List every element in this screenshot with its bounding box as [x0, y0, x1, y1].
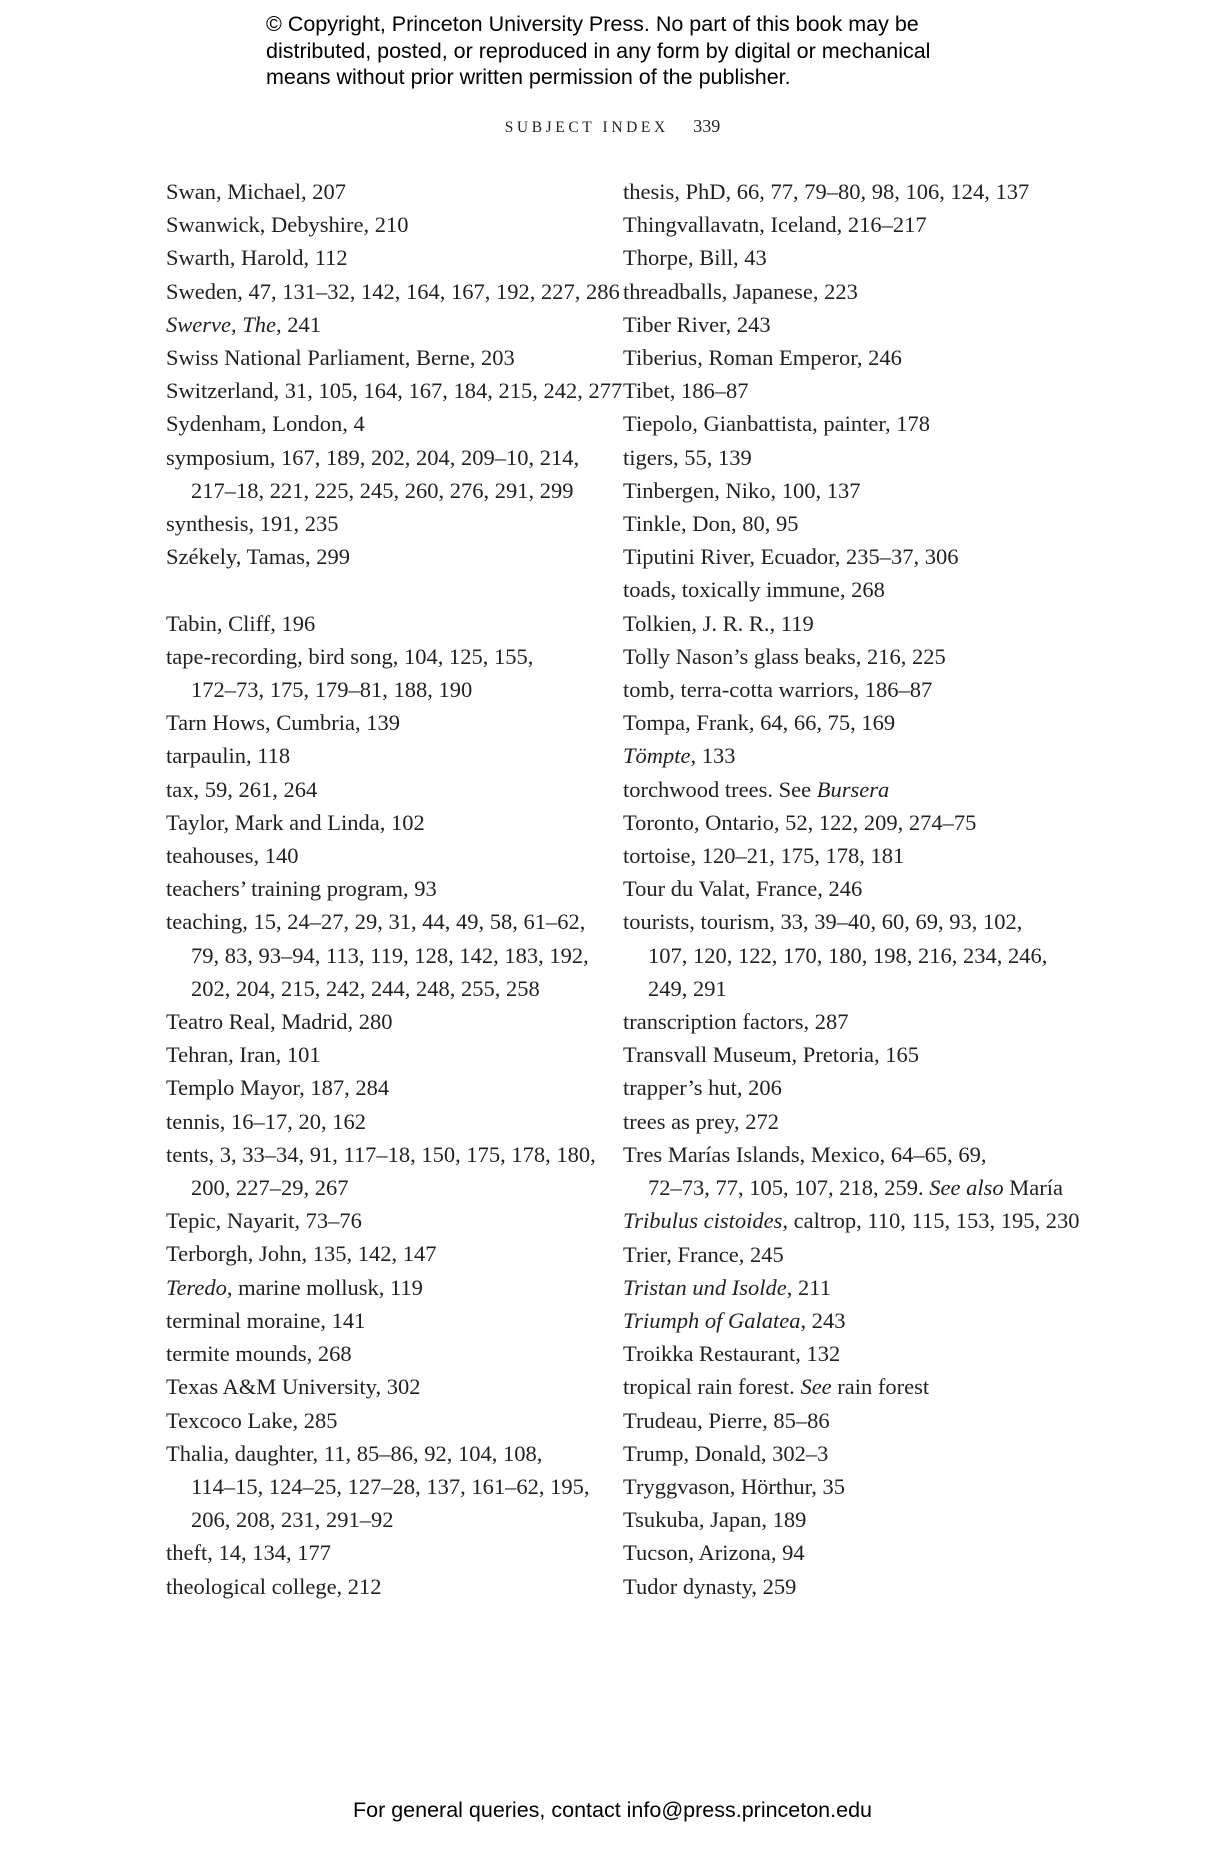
entry-italic-text: Tömpte	[623, 743, 691, 769]
index-entry-continuation: 107, 120, 122, 170, 180, 198, 216, 234, 246,	[648, 942, 1048, 968]
entry-text: , marine mollusk, 119	[226, 1274, 423, 1300]
index-entry: Trier, France, 245	[623, 1241, 784, 1267]
copyright-line: means without prior written permission of the publisher.	[266, 65, 791, 89]
index-entry: Tinkle, Don, 80, 95	[623, 511, 799, 537]
index-entry: Tarn Hows, Cumbria, 139	[166, 710, 401, 736]
entry-text: rain forest	[831, 1374, 930, 1400]
index-entry: Tolkien, J. R. R., 119	[623, 610, 814, 636]
index-entry: Tour du Valat, France, 246	[623, 876, 863, 902]
index-entry: synthesis, 191, 235	[166, 511, 339, 537]
index-entry: Texcoco Lake, 285	[166, 1407, 338, 1433]
index-entry: tomb, terra-cotta warriors, 186–87	[623, 677, 933, 703]
entry-text: torchwood trees. See	[623, 776, 817, 802]
index-entry: Székely, Tamas, 299	[166, 544, 351, 570]
index-entry: tents, 3, 33–34, 91, 117–18, 150, 175, 178, 180,	[166, 1141, 596, 1167]
index-entry: Templo Mayor, 187, 284	[166, 1075, 390, 1101]
index-entry: teachers’ training program, 93	[166, 876, 437, 902]
index-entry: teaching, 15, 24–27, 29, 31, 44, 49, 58, 61–62,	[166, 909, 586, 935]
copyright-line: distributed, posted, or reproduced in any form by digital or mechanical	[266, 38, 931, 63]
index-entry: Sweden, 47, 131–32, 142, 164, 167, 192, 227, 286	[166, 278, 620, 304]
footer-contact: For general queries, contact info@press.princeton.edu	[352, 1798, 872, 1822]
entry-text: , 243	[800, 1307, 846, 1333]
letter-group-spacer	[166, 573, 586, 606]
index-entry: Thorpe, Bill, 43	[623, 245, 767, 271]
index-entry-continuation: 172–73, 175, 179–81, 188, 190	[191, 677, 473, 703]
index-entry: Tsukuba, Japan, 189	[623, 1507, 807, 1533]
index-entry: terminal moraine, 141	[166, 1307, 366, 1333]
page-number: 339	[693, 116, 721, 136]
running-head	[0, 116, 1225, 137]
index-entry-continuation: 114–15, 124–25, 127–28, 137, 161–62, 195,	[191, 1473, 590, 1499]
entry-italic-text: See	[800, 1374, 832, 1400]
index-entry-continuation	[623, 1171, 1063, 1204]
index-entry: Tucson, Arizona, 94	[623, 1540, 805, 1566]
index-entry: Transvall Museum, Pretoria, 165	[623, 1042, 920, 1068]
entry-text: , 133	[690, 743, 736, 769]
index-entry: Tompa, Frank, 64, 66, 75, 169	[623, 710, 896, 736]
index-entry: trees as prey, 272	[623, 1108, 779, 1134]
index-entry: Tolly Nason’s glass beaks, 216, 225	[623, 643, 946, 669]
index-entry	[623, 1304, 1053, 1337]
index-entry-continuation: 202, 204, 215, 242, 244, 248, 255, 258	[191, 975, 540, 1001]
entry-italic-text: Triumph of Galatea	[623, 1307, 801, 1333]
index-entry	[623, 1370, 1053, 1403]
index-entry: Trudeau, Pierre, 85–86	[623, 1407, 830, 1433]
index-entry: tax, 59, 261, 264	[166, 776, 318, 802]
entry-text: 72–73, 77, 105, 107, 218, 259.	[648, 1175, 930, 1201]
entry-text: , 241	[275, 311, 321, 337]
index-entry: Tiputini River, Ecuador, 235–37, 306	[623, 544, 959, 570]
running-head-title: SUBJECT INDEX	[504, 119, 669, 136]
index-entry: tennis, 16–17, 20, 162	[166, 1108, 366, 1134]
index-entry: Troikka Restaurant, 132	[623, 1341, 841, 1367]
index-entry: toads, toxically immune, 268	[623, 577, 885, 603]
index-entry: Terborgh, John, 135, 142, 147	[166, 1241, 437, 1267]
index-entry: Tehran, Iran, 101	[166, 1042, 321, 1068]
entry-italic-text: Bursera	[816, 776, 890, 802]
entry-text: María	[1003, 1175, 1063, 1201]
entry-italic-text: Tribulus cistoides	[623, 1208, 783, 1234]
index-entry: Teatro Real, Madrid, 280	[166, 1009, 393, 1035]
entry-text: , caltrop, 110, 115, 153, 195, 230	[782, 1208, 1080, 1234]
index-entry: tortoise, 120–21, 175, 178, 181	[623, 843, 905, 869]
index-entry: Switzerland, 31, 105, 164, 167, 184, 215, 242, 277	[166, 378, 623, 404]
index-entry: theft, 14, 134, 177	[166, 1540, 331, 1566]
index-entry: Thalia, daughter, 11, 85–86, 92, 104, 108,	[166, 1440, 543, 1466]
index-entry: symposium, 167, 189, 202, 204, 209–10, 214,	[166, 444, 580, 470]
index-entry-continuation: 200, 227–29, 267	[191, 1175, 349, 1201]
index-entry-continuation: 217–18, 221, 225, 245, 260, 276, 291, 299	[191, 477, 574, 503]
copyright-notice	[266, 11, 1026, 91]
index-entry: Tibet, 186–87	[623, 378, 749, 404]
index-entry	[623, 1271, 1053, 1304]
index-entry: Trump, Donald, 302–3	[623, 1440, 829, 1466]
index-entry: termite mounds, 268	[166, 1341, 352, 1367]
index-entry	[166, 1271, 586, 1304]
index-entry: Tiberius, Roman Emperor, 246	[623, 345, 902, 371]
index-column-right	[623, 175, 1080, 1603]
index-entry: Tepic, Nayarit, 73–76	[166, 1208, 362, 1234]
index-entry: theological college, 212	[166, 1573, 382, 1599]
index-entry: tarpaulin, 118	[166, 743, 291, 769]
index-entry: Tudor dynasty, 259	[623, 1573, 797, 1599]
index-entry: Thingvallavatn, Iceland, 216–217	[623, 212, 927, 238]
index-entry: Sydenham, London, 4	[166, 411, 365, 437]
index-entry: Swanwick, Debyshire, 210	[166, 212, 409, 238]
index-entry-continuation: 249, 291	[648, 975, 727, 1001]
entry-italic-text: Swerve, The	[166, 311, 276, 337]
index-entry: tigers, 55, 139	[623, 444, 752, 470]
index-entry	[623, 739, 1053, 772]
index-entry: threadballs, Japanese, 223	[623, 278, 858, 304]
entry-text: tropical rain forest.	[623, 1374, 801, 1400]
copyright-line: © Copyright, Princeton University Press. No part of this book may be	[266, 12, 919, 36]
entry-italic-text: Teredo	[166, 1274, 227, 1300]
index-entry	[166, 308, 586, 341]
index-entry: Toronto, Ontario, 52, 122, 209, 274–75	[623, 809, 977, 835]
index-entry: Tiber River, 243	[623, 311, 771, 337]
index-entry: Swarth, Harold, 112	[166, 245, 348, 271]
index-entry-continuation: 206, 208, 231, 291–92	[191, 1507, 394, 1533]
index-entry: teahouses, 140	[166, 843, 299, 869]
entry-text: , 211	[786, 1274, 831, 1300]
index-entry: Tiepolo, Gianbattista, painter, 178	[623, 411, 930, 437]
index-column-left	[166, 175, 623, 1603]
index-entry	[623, 773, 1053, 806]
index-entry: Taylor, Mark and Linda, 102	[166, 809, 425, 835]
index-entry: trapper’s hut, 206	[623, 1075, 782, 1101]
index-entry	[623, 1204, 1080, 1237]
index-entry: tourists, tourism, 33, 39–40, 60, 69, 93, 102,	[623, 909, 1023, 935]
index-entry: transcription factors, 287	[623, 1009, 849, 1035]
index-entry: Texas A&M University, 302	[166, 1374, 421, 1400]
index-entry: Tryggvason, Hörthur, 35	[623, 1473, 846, 1499]
index-entry: Tinbergen, Niko, 100, 137	[623, 477, 861, 503]
index-entry: thesis, PhD, 66, 77, 79–80, 98, 106, 124, 137	[623, 179, 1030, 204]
entry-italic-text: Tristan und Isolde	[623, 1274, 787, 1300]
index-entry: Tabin, Cliff, 196	[166, 610, 316, 636]
index-entry: Swan, Michael, 207	[166, 179, 346, 204]
entry-italic-text: See also	[929, 1175, 1004, 1201]
index-entry-continuation: 79, 83, 93–94, 113, 119, 128, 142, 183, 192,	[191, 942, 589, 968]
index-entry: Tres Marías Islands, Mexico, 64–65, 69,	[623, 1141, 987, 1167]
index-entry: tape-recording, bird song, 104, 125, 155,	[166, 643, 534, 669]
index-entry: Swiss National Parliament, Berne, 203	[166, 345, 515, 371]
